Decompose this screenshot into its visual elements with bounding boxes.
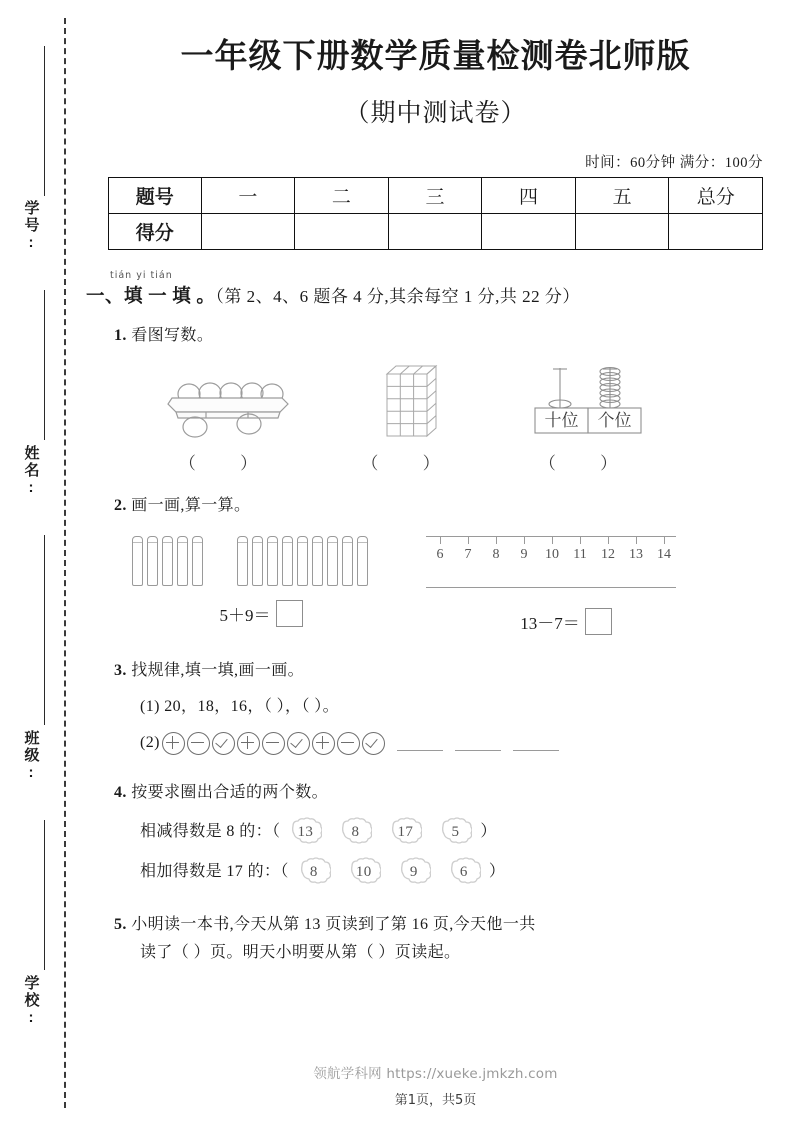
circled-plus-icon: [237, 732, 260, 755]
margin-field-name-label: 姓名:: [22, 445, 40, 498]
stick-group-1: [132, 536, 203, 586]
score-cell-5[interactable]: [575, 214, 669, 250]
number-chip-value: 9: [409, 863, 418, 880]
number-line-tick-label: 14: [657, 547, 671, 562]
table-row: [109, 214, 763, 250]
exam-page: [78, 0, 793, 1122]
circled-minus-icon: [337, 732, 360, 755]
figure-egg-tray-column: [128, 378, 328, 474]
stick: [147, 536, 158, 586]
question-1-text: 看图写数。: [131, 327, 214, 344]
circled-check-icon: [362, 732, 385, 755]
site-watermark: 领航学科网 https://xueke.jmkzh.com: [313, 1066, 558, 1082]
stick: [297, 536, 308, 586]
margin-field-student-id[interactable]: [14, 200, 48, 258]
circled-plus-icon: [312, 732, 335, 755]
question-4-text: 按要求圈出合适的两个数。: [131, 784, 329, 801]
stick: [342, 536, 353, 586]
number-chip[interactable]: [297, 857, 331, 887]
question-2-equation-right: [426, 608, 706, 635]
score-table-rowhead-question: 题号: [109, 178, 202, 214]
equation-right-text: 13－7＝: [520, 614, 580, 633]
score-cell-2[interactable]: [295, 214, 389, 250]
abacus-icon: [532, 364, 644, 440]
question-3-blank[interactable]: [513, 736, 559, 751]
number-chip[interactable]: [447, 857, 481, 887]
title-block: [78, 0, 793, 129]
section-1-pinyin: tián yi tián: [110, 270, 173, 281]
number-line-tick-label: 10: [545, 547, 559, 562]
number-chip[interactable]: [438, 817, 472, 847]
equation-right-answer-box[interactable]: [585, 608, 612, 635]
question-2: [114, 492, 793, 520]
question-4-row-1-close: ）: [480, 823, 497, 840]
circled-minus-icon: [262, 732, 285, 755]
number-line-top-rule: [426, 536, 676, 537]
score-table-head-5: 五: [575, 178, 669, 214]
section-1-header: [86, 270, 793, 308]
number-line-tick-label: 6: [436, 547, 444, 562]
margin-rule: [44, 535, 45, 725]
number-line: [426, 536, 676, 588]
number-chip-value: 5: [451, 823, 460, 840]
number-chip[interactable]: [288, 817, 322, 847]
equation-left-answer-box[interactable]: [276, 600, 303, 627]
score-table-head-4: 四: [482, 178, 576, 214]
score-table-head-3: 三: [388, 178, 482, 214]
question-4: [114, 779, 793, 887]
cut-dashed-line: [64, 18, 66, 1108]
question-3-sub-1[interactable]: (1) 20，18，16，（ ），（ ）。: [140, 698, 340, 715]
circled-plus-icon: [162, 732, 185, 755]
stick: [357, 536, 368, 586]
stick-groups: [126, 536, 426, 586]
number-chip[interactable]: [388, 817, 422, 847]
score-table-head-total: 总分: [669, 178, 763, 214]
question-5-line-2[interactable]: 读了（ ）页。明天小明要从第（ ）页读起。: [140, 944, 461, 961]
question-3-text: 找规律,填一填,画一画。: [131, 662, 305, 679]
question-4-row-2-prompt: 相加得数是 17 的：（: [140, 863, 289, 880]
section-1-weight: （第 2、4、6 题各 4 分,其余每空 1 分,共 22 分）: [215, 287, 580, 306]
stick: [237, 536, 248, 586]
circled-minus-icon: [187, 732, 210, 755]
question-4-number: 4.: [114, 784, 127, 801]
number-line-tick-label: 7: [464, 547, 472, 562]
number-line-tick-label: 13: [629, 547, 643, 562]
score-cell-4[interactable]: [482, 214, 576, 250]
number-line-tick-label: 12: [601, 547, 615, 562]
score-table-head-2: 二: [295, 178, 389, 214]
cube-grid-icon: [383, 362, 439, 440]
stick: [162, 536, 173, 586]
question-3: [114, 657, 793, 757]
number-chip[interactable]: [347, 857, 381, 887]
margin-field-class-label: 班级:: [22, 730, 40, 783]
score-table-head-1: 一: [201, 178, 295, 214]
question-5: [114, 911, 793, 967]
stick: [252, 536, 263, 586]
equation-left-text: 5＋9＝: [219, 606, 271, 625]
number-chip-value: 10: [355, 863, 372, 880]
stick-group-2: [237, 536, 368, 586]
question-4-row-2-close: ）: [488, 863, 506, 880]
abacus-ones-label: 个位: [597, 411, 632, 430]
stick: [327, 536, 338, 586]
question-4-row-1-prompt: 相减得数是 8 的：（: [140, 823, 281, 840]
question-1: [114, 322, 793, 350]
stick: [267, 536, 278, 586]
question-2-right: [426, 536, 706, 635]
abacus-tens-label: 十位: [544, 411, 579, 430]
question-3-sub-2-label: (2): [140, 734, 160, 751]
question-2-number: 2.: [114, 497, 127, 514]
section-1-title-text: 一、填 一 填 。: [86, 287, 216, 307]
circled-check-icon: [287, 732, 310, 755]
margin-field-school[interactable]: [14, 975, 48, 1033]
number-chip-value: 13: [297, 823, 314, 840]
page-footer: [78, 1062, 793, 1108]
score-cell-total[interactable]: [669, 214, 763, 250]
margin-field-school-label: 学校:: [22, 975, 40, 1028]
number-line-bottom-rule: [426, 587, 676, 588]
question-3-sub-2: [140, 729, 793, 757]
score-table-rowhead-score: 得分: [109, 214, 202, 250]
margin-rule: [44, 46, 45, 196]
figure-cube-grid-column: [328, 362, 493, 474]
page-subtitle: （期中测试卷）: [344, 100, 527, 127]
question-1-figures: [128, 362, 793, 474]
number-chip-value: 8: [309, 863, 318, 880]
number-chip-value: 17: [397, 823, 414, 840]
question-3-number: 3.: [114, 662, 127, 679]
question-4-row-2: [140, 857, 793, 887]
table-row: [109, 178, 763, 214]
stick: [192, 536, 203, 586]
score-cell-3[interactable]: [388, 214, 482, 250]
score-table: [108, 177, 763, 250]
question-2-text: 画一画,算一算。: [131, 497, 251, 514]
question-2-figures: [126, 536, 793, 635]
margin-field-student-id-label: 学号:: [22, 200, 40, 253]
number-chip[interactable]: [397, 857, 431, 887]
number-line-tick-label: 9: [520, 547, 528, 562]
stick: [132, 536, 143, 586]
number-line-tick-label: 8: [492, 547, 500, 562]
margin-rule: [44, 290, 45, 440]
score-cell-1[interactable]: [201, 214, 295, 250]
question-3-blank[interactable]: [397, 736, 443, 751]
exam-meta: 时间：60分钟 满分：100分: [585, 155, 763, 171]
section-1-title: [86, 282, 793, 308]
question-1-answer-1[interactable]: （ ）: [178, 454, 278, 473]
number-chip[interactable]: [338, 817, 372, 847]
circled-check-icon: [212, 732, 235, 755]
page-number: 第1页，共5页: [394, 1093, 477, 1108]
margin-rule: [44, 820, 45, 970]
number-chip-value: 6: [459, 863, 468, 880]
stick: [282, 536, 293, 586]
egg-tray-icon: [162, 378, 294, 440]
margin-field-class[interactable]: [14, 730, 48, 788]
question-1-number: 1.: [114, 327, 127, 344]
question-4-row-1: [140, 817, 793, 847]
question-1-answer-2[interactable]: （ ）: [361, 454, 460, 473]
page-title: 一年级下册数学质量检测卷北师版: [180, 39, 691, 75]
number-chip-value: 8: [351, 823, 360, 840]
number-line-tick-label: 11: [573, 547, 587, 562]
margin-field-name[interactable]: [14, 445, 48, 503]
question-1-answer-3[interactable]: （ ）: [538, 454, 638, 473]
question-5-line-1: 小明读一本书,今天从第 13 页读到了第 16 页,今天他一共: [131, 916, 536, 933]
question-2-equation-left: [96, 600, 426, 627]
stick: [177, 536, 188, 586]
question-5-number: 5.: [114, 916, 127, 933]
figure-abacus-column: [493, 364, 683, 474]
question-2-left: [126, 536, 426, 627]
left-margin-strip: [0, 0, 78, 1122]
stick: [312, 536, 323, 586]
question-3-blank[interactable]: [455, 736, 501, 751]
